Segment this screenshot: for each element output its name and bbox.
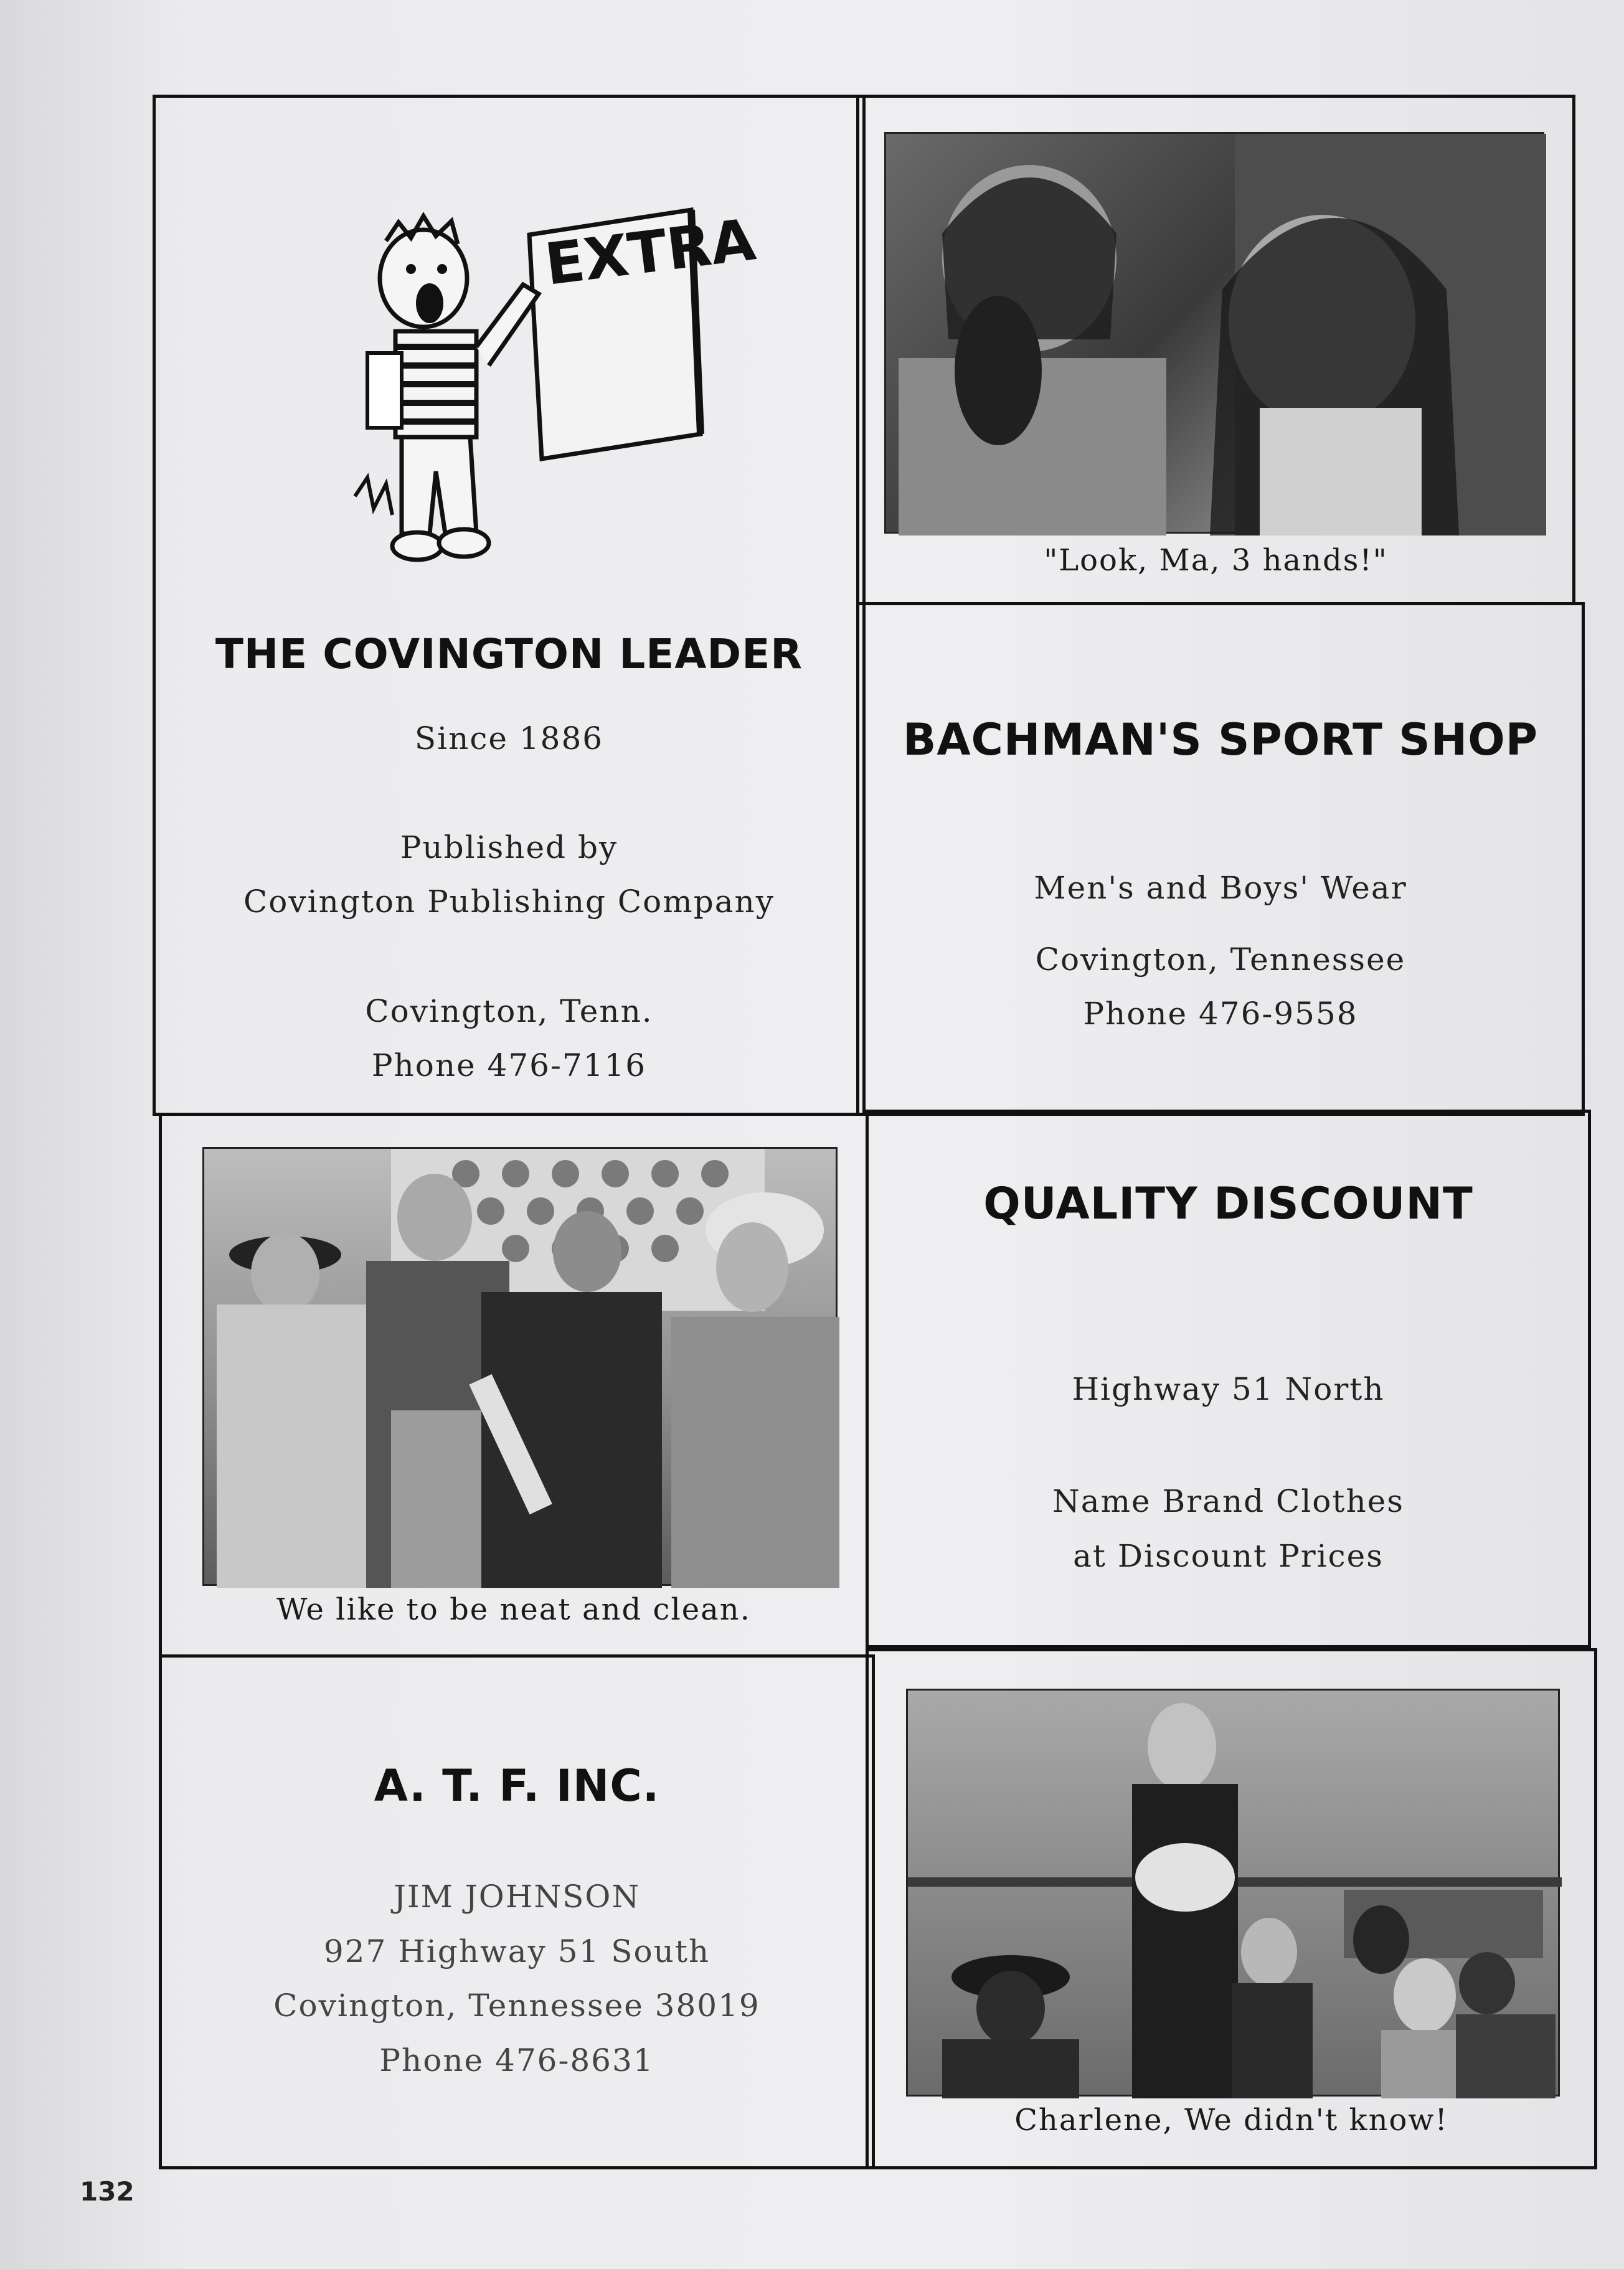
photo-panel-bottom-right — [866, 1648, 1597, 2169]
quality-discount-line2: at Discount Prices — [1073, 1538, 1384, 1574]
atf-contact: JIM JOHNSON — [393, 1879, 641, 1915]
quality-discount-ad — [866, 1110, 1591, 1648]
bachmans-title: BACHMAN'S SPORT SHOP — [902, 714, 1539, 765]
atf-street: 927 Highway 51 South — [323, 1933, 710, 1969]
covington-leader-publisher: Covington Publishing Company — [243, 884, 775, 920]
photo-charlene-figures — [908, 1691, 1562, 2098]
atf-city: Covington, Tennessee 38019 — [273, 1988, 760, 2024]
photo-look-ma-figures — [886, 134, 1546, 535]
covington-leader-ad — [153, 95, 866, 1116]
photo-look-ma — [884, 132, 1544, 534]
extra-logo-text: EXTRA — [541, 206, 759, 298]
covington-leader-title: THE COVINGTON LEADER — [215, 630, 803, 678]
atf-inc-ad — [159, 1654, 875, 2169]
photo-charlene — [906, 1689, 1560, 2097]
photo-charlene-caption: Charlene, We didn't know! — [1014, 2103, 1448, 2138]
photo-neat-and-clean — [202, 1147, 838, 1586]
atf-phone: Phone 476-8631 — [379, 2042, 654, 2078]
photo-panel-middle-left — [159, 1113, 869, 1658]
photo-look-ma-caption: "Look, Ma, 3 hands!" — [1044, 543, 1388, 578]
covington-leader-phone: Phone 476-7116 — [371, 1047, 647, 1083]
covington-leader-city: Covington, Tenn. — [365, 993, 653, 1029]
quality-discount-title: QUALITY DISCOUNT — [983, 1178, 1473, 1229]
bachmans-line2: Covington, Tennessee — [1035, 941, 1406, 978]
covington-leader-published-by: Published by — [400, 829, 618, 866]
newsboy-extra-illustration — [342, 185, 759, 583]
photo-neat-and-clean-caption: We like to be neat and clean. — [276, 1592, 751, 1627]
bachmans-sport-shop-ad — [856, 602, 1585, 1116]
covington-leader-since: Since 1886 — [414, 720, 604, 757]
quality-discount-address: Highway 51 North — [1072, 1371, 1385, 1407]
bachmans-phone: Phone 476-9558 — [1083, 996, 1358, 1032]
page-number: 132 — [80, 2176, 135, 2207]
bachmans-line1: Men's and Boys' Wear — [1034, 870, 1407, 906]
photo-neat-and-clean-figures — [204, 1149, 839, 1588]
atf-title: A. T. F. INC. — [374, 1760, 660, 1811]
photo-panel-top-right — [856, 95, 1575, 605]
quality-discount-line1: Name Brand Clothes — [1052, 1483, 1404, 1519]
